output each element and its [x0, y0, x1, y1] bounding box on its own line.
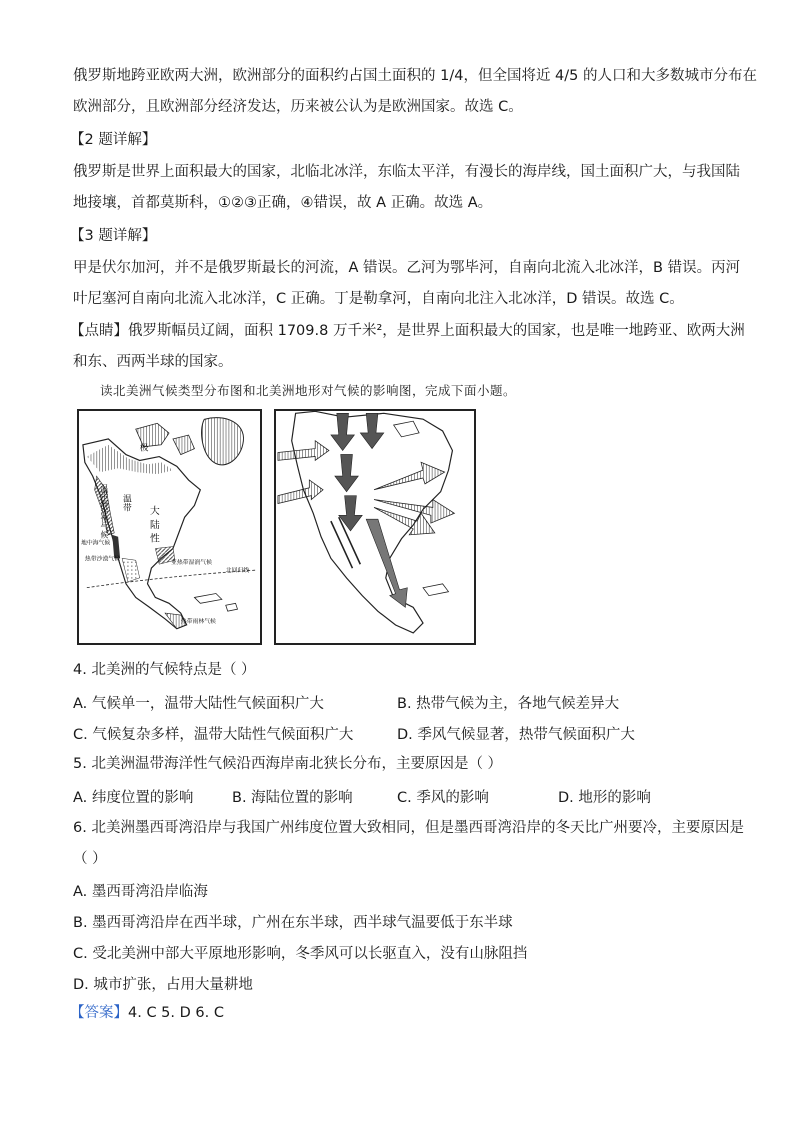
analysis-p3-line2: 叶尼塞河自南向北流入北冰洋，C 正确。丁是勒拿河，自南向北注入北冰洋，D 错误。故选 C。 — [73, 291, 684, 307]
label-temperate-marine: 温带海洋性气候 — [99, 483, 109, 539]
figure-intro: 读北美洲气候类型分布图和北美洲地形对气候的影响图，完成下面小题。 — [100, 383, 517, 398]
label-tropical-desert: 热带沙漠气候 — [84, 556, 121, 563]
tip-line2: 和东、西两半球的国家。 — [73, 354, 233, 370]
q4-option-a[interactable]: A. 气候单一，温带大陆性气候面积广大 — [73, 696, 324, 712]
label-mediterranean: 地中海气候 — [80, 540, 111, 547]
q6-option-a[interactable]: A. 墨西哥湾沿岸临海 — [73, 884, 208, 900]
climate-map-svg — [79, 411, 260, 643]
answer-line — [70, 1003, 224, 1023]
analysis-p2-line1: 俄罗斯是世界上面积最大的国家，北临北冰洋，东临太平洋，有漫长的海岸线，国土面积广大，与我国陆 — [73, 164, 740, 180]
label-tropic-of-cancer: 北回归线 — [225, 568, 250, 575]
label-tropical-rainforest: 热带雨林气候 — [180, 618, 216, 625]
q2-detail-heading: 【2 题详解】 — [70, 132, 157, 148]
q4-option-b[interactable]: B. 热带气候为主，各地气候差异大 — [397, 696, 620, 712]
analysis-p3-line1: 甲是伏尔加河，并不是俄罗斯最长的河流，A 错误。乙河为鄂毕河，自南向北流入北冰洋，B 错误。丙河 — [73, 260, 741, 276]
q5-option-b[interactable]: B. 海陆位置的影响 — [232, 790, 353, 806]
q6-option-c[interactable]: C. 受北美洲中部大平原地形影响，冬季风可以长驱直入，没有山脉阻挡 — [73, 946, 528, 962]
q4-stem: 4. 北美洲的气候特点是（ ） — [73, 662, 256, 678]
q4-option-d[interactable]: D. 季风气候显著，热带气候面积广大 — [397, 727, 635, 743]
answer-label: 【答案】 — [70, 1005, 128, 1021]
label-temperate: 温带 — [120, 493, 131, 512]
q4-option-c[interactable]: C. 气候复杂多样，温带大陆性气候面积广大 — [73, 727, 354, 743]
q5-option-a[interactable]: A. 纬度位置的影响 — [73, 790, 194, 806]
q5-option-d[interactable]: D. 地形的影响 — [558, 790, 651, 806]
q5-stem: 5. 北美洲温带海洋性气候沿西海岸南北狭长分布，主要原因是（ ） — [73, 756, 503, 772]
terrain-influence-map — [274, 409, 476, 645]
terrain-map-svg — [276, 411, 474, 643]
label-polar: 极 — [139, 443, 149, 454]
answer-values: 4. C 5. D 6. C — [128, 1005, 224, 1021]
label-subtropical-humid: 亚热带湿润气候 — [170, 560, 212, 567]
analysis-p2-line2: 地接壤，首都莫斯科，①②③正确，④错误，故 A 正确。故选 A。 — [73, 195, 493, 211]
climate-type-map — [77, 409, 262, 645]
greenland-shape — [202, 418, 244, 465]
q3-detail-heading: 【3 题详解】 — [70, 228, 157, 244]
q6-stem-line1: 6. 北美洲墨西哥湾沿岸与我国广州纬度位置大致相同，但是墨西哥湾沿岸的冬天比广州要冷，主要原因是 — [73, 820, 744, 836]
q6-stem-line2: （ ） — [73, 851, 107, 867]
q5-option-c[interactable]: C. 季风的影响 — [397, 790, 489, 806]
analysis-p1-line2: 欧洲部分，且欧洲部分经济发达，历来被公认为是欧洲国家。故选 C。 — [73, 99, 523, 115]
analysis-p1-line1: 俄罗斯地跨亚欧两大洲，欧洲部分的面积约占国土面积的 1/4，但全国将近 4/5 的人口和大多数城市分布在 — [73, 68, 757, 84]
q6-option-d[interactable]: D. 城市扩张，占用大量耕地 — [73, 977, 253, 993]
q6-option-b[interactable]: B. 墨西哥湾沿岸在西半球，广州在东半球，西半球气温要低于东半球 — [73, 915, 513, 931]
label-continental: 大陆性 — [147, 505, 159, 547]
tip-line1: 【点睛】俄罗斯幅员辽阔，面积 1709.8 万千米²，是世界上面积最大的国家，也是唯一地跨亚、欧两大洲 — [70, 323, 745, 339]
